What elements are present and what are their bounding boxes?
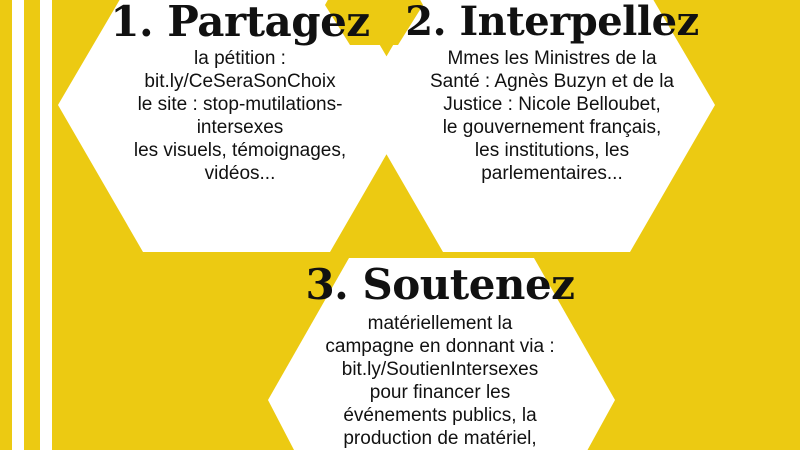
hexagon-partagez-line: intersexes xyxy=(196,117,284,138)
hexagon-interpellez-line: Mmes les Ministres de la xyxy=(447,48,657,69)
hexagon-soutenez-line: pour financer les xyxy=(369,382,511,403)
hexagon-partagez-line: la pétition : xyxy=(194,48,286,69)
hexagon-partagez-line: bit.ly/CeSeraSonChoix xyxy=(144,71,336,92)
hexagon-interpellez-line: le gouvernement français, xyxy=(442,117,662,138)
hexagon-soutenez-line: campagne en donnant via : xyxy=(325,336,555,357)
hexagon-interpellez-line: Santé : Agnès Buzyn et de la xyxy=(429,71,674,92)
hexagon-soutenez-title: 3. Soutenez xyxy=(305,260,575,309)
hexagon-interpellez-line: Justice : Nicole Belloubet, xyxy=(443,94,661,115)
hexagon-soutenez-line: événements publics, la xyxy=(343,405,537,426)
hexagon-interpellez-title: 2. Interpellez xyxy=(405,0,699,45)
hexagon-interpellez-line: les institutions, les xyxy=(474,140,630,161)
hexagon-soutenez xyxy=(290,262,590,450)
hexagon-soutenez-line: production de matériel, xyxy=(343,428,537,449)
hexagon-interpellez xyxy=(405,0,699,185)
hexagon-partagez-line: vidéos... xyxy=(204,163,276,184)
hexagon-partagez-line: le site : stop-mutilations- xyxy=(137,94,343,115)
hexagon-partagez-line: les visuels, témoignages, xyxy=(133,140,347,161)
hexagon-soutenez-line: bit.ly/SoutienIntersexes xyxy=(341,359,539,380)
hexagon-partagez-title: 1. Partagez xyxy=(110,0,370,46)
hexagon-soutenez-line: matériellement la xyxy=(367,313,513,334)
hexagon-interpellez-line: parlementaires... xyxy=(481,163,623,184)
hexagon-partagez xyxy=(110,0,370,185)
